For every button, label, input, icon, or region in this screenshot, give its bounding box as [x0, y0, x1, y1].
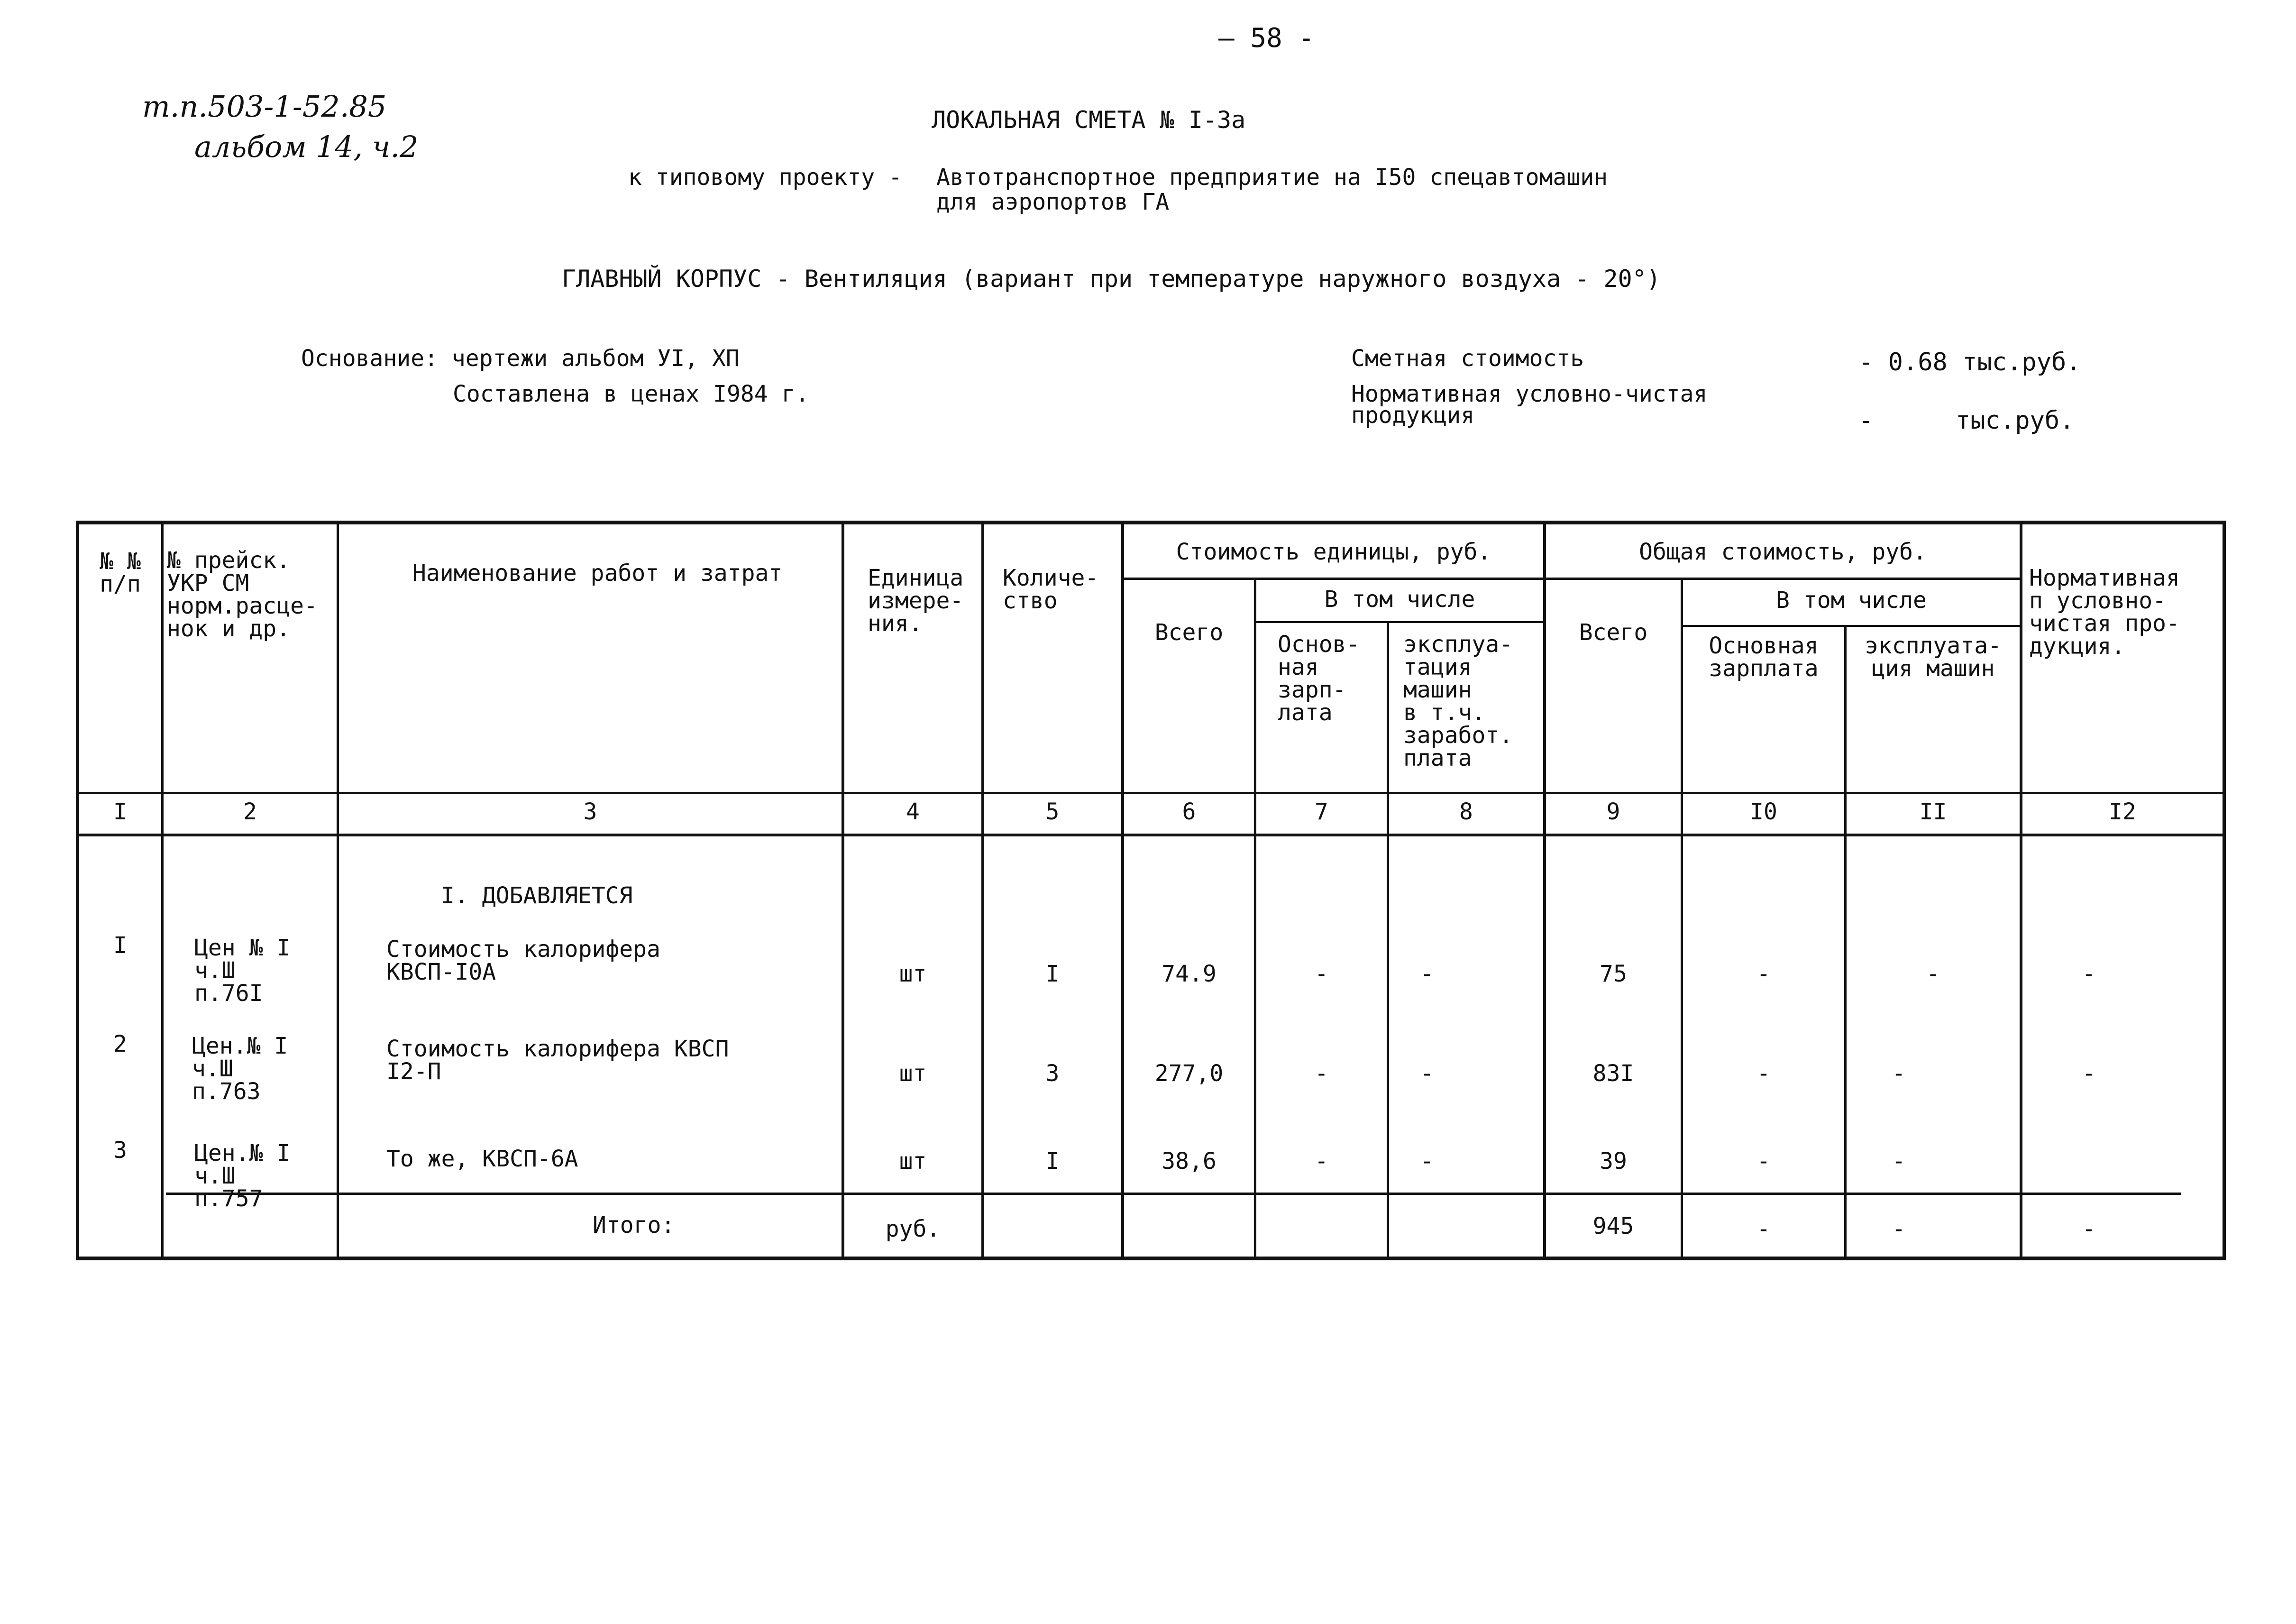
header-unit: Единица измере- ния.: [868, 565, 964, 637]
row-unit: шт: [899, 1060, 927, 1087]
col-line-12: [2223, 521, 2226, 1260]
col-line-3: [842, 521, 844, 1260]
row-num: 3: [113, 1137, 127, 1164]
header-total-cost-group: Общая стоимость, руб.: [1639, 539, 1927, 565]
col-line-0: [76, 521, 79, 1260]
total-wage: -: [1756, 1216, 1771, 1242]
colnum-9: 9: [1606, 798, 1620, 825]
row-total-wage: -: [1756, 961, 1771, 987]
handwritten-note-album: альбом 14, ч.2: [194, 129, 419, 164]
row-ref: Цен.№ I ч.Ш п.763: [192, 1033, 288, 1105]
row-unit-total: 74.9: [1162, 961, 1217, 987]
col-line-11: [2020, 521, 2022, 1260]
row-unit-total: 277,0: [1154, 1060, 1224, 1087]
page-number: — 58 -: [1218, 23, 1315, 54]
header-ref: № прейск. УКР СМ норм.расце- нок и др.: [167, 547, 318, 642]
header-unit-wage: Основ- ная зарп- лата: [1278, 631, 1360, 726]
total-mach: -: [1892, 1216, 1906, 1242]
document-title: ЛОКАЛЬНАЯ СМЕТА № I-3а: [932, 106, 1246, 134]
row-normative: -: [2082, 961, 2096, 987]
row-unit-total: 38,6: [1162, 1148, 1217, 1174]
unit-incl-subline: [1254, 621, 1545, 623]
total-cost-subheader-line: [1545, 578, 2020, 580]
row-qty: I: [1045, 1148, 1060, 1174]
header-total-wage: Основная зарплата: [1709, 633, 1819, 682]
normative-dash: -: [1858, 406, 1874, 435]
row-total: 75: [1600, 961, 1627, 987]
total-unit: руб.: [885, 1216, 941, 1242]
colnum-2: 2: [243, 798, 257, 825]
row-name: Стоимость калорифера КВСП-I0А: [386, 936, 660, 985]
row-total-mach: -: [1926, 961, 1940, 987]
normative-label-2: продукция: [1351, 402, 1475, 429]
total-row-line: [166, 1193, 2181, 1195]
project-line-1: Автотранспортное предприятие на I50 спецавтомашин: [936, 164, 1608, 191]
row-ref: Цен № I ч.Ш п.76I: [194, 935, 291, 1007]
basis-prices: Составлена в ценах I984 г.: [453, 381, 809, 407]
row-name: То же, КВСП-6А: [386, 1146, 578, 1172]
colnum-4: 4: [906, 798, 920, 825]
table-bottom-border: [76, 1257, 2226, 1260]
row-unit-mach: -: [1420, 961, 1434, 987]
header-unit-cost-group: Стоимость единицы, руб.: [1176, 539, 1491, 565]
header-num: № № п/п: [100, 548, 141, 597]
header-unit-mach: эксплуа- тация машин в т.ч. заработ. плата: [1403, 631, 1513, 771]
total-normative: -: [2082, 1216, 2096, 1242]
row-qty: 3: [1045, 1060, 1060, 1087]
row-qty: I: [1045, 961, 1060, 987]
handwritten-note-project: т.п.503-1-52.85: [142, 89, 387, 124]
colnum-12: I2: [2109, 798, 2136, 825]
colnum-5: 5: [1045, 798, 1060, 825]
header-normative: Нормативная п условно- чистая про- дукция.: [2029, 565, 2180, 660]
row-num: 2: [113, 1031, 127, 1057]
colnum-1: I: [113, 798, 127, 825]
header-unit-total: Всего: [1154, 619, 1224, 646]
row-num: I: [113, 932, 127, 959]
header-qty: Количе- ство: [1003, 565, 1099, 614]
section-title: ГЛАВНЫЙ КОРПУС - Вентиляция (вариант при температуре наружного воздуха - 20°): [562, 265, 1661, 293]
total-sum: 945: [1592, 1213, 1634, 1239]
table-top-border: [76, 521, 2226, 524]
header-bottom-line: [76, 792, 2226, 794]
colnum-bottom-line: [76, 834, 2226, 836]
section-heading: I. ДОБАВЛЯЕТСЯ: [441, 882, 633, 909]
col-line-1: [161, 521, 164, 1260]
total-label: Итого:: [593, 1212, 675, 1239]
project-prefix: к типовому проекту -: [628, 164, 902, 191]
project-line-2: для аэропортов ГА: [936, 189, 1170, 215]
row-total-wage: -: [1756, 1060, 1771, 1087]
row-total-mach: -: [1892, 1148, 1906, 1174]
row-unit-wage: -: [1315, 961, 1328, 987]
header-total-mach: эксплуата- ция машин: [1865, 633, 2002, 682]
row-name: Стоимость калорифера КВСП I2-П: [386, 1036, 729, 1085]
estimated-cost-label: Сметная стоимость: [1351, 345, 1584, 372]
colnum-3: 3: [583, 798, 597, 825]
row-unit: шт: [899, 1148, 927, 1174]
col-line-2: [337, 521, 339, 1260]
header-unit-incl: В том числе: [1324, 586, 1475, 613]
row-unit-mach: -: [1420, 1148, 1434, 1174]
estimated-cost-value: - 0.68 тыс.руб.: [1858, 348, 2081, 376]
row-total-mach: -: [1892, 1060, 1906, 1087]
row-unit-mach: -: [1420, 1060, 1434, 1087]
row-unit: шт: [899, 961, 927, 987]
colnum-8: 8: [1459, 798, 1473, 825]
colnum-7: 7: [1315, 798, 1328, 825]
basis-label: Основание: чертежи альбом УI, ХП: [301, 345, 740, 372]
colnum-10: I0: [1750, 798, 1777, 825]
row-total-wage: -: [1756, 1148, 1771, 1174]
header-total: Всего: [1579, 619, 1648, 646]
row-total: 39: [1600, 1148, 1627, 1174]
row-unit-wage: -: [1315, 1060, 1328, 1087]
colnum-6: 6: [1182, 798, 1196, 825]
col-line-4: [981, 521, 984, 1260]
header-total-incl: В том числе: [1776, 587, 1927, 614]
colnum-11: II: [1919, 798, 1947, 825]
total-incl-subline: [1681, 625, 2020, 627]
row-ref: Цен.№ I ч.Ш п.757: [194, 1140, 291, 1212]
normative-unit: тыс.руб.: [1956, 406, 2075, 435]
normative-label-1: Нормативная условно-чистая: [1351, 381, 1708, 407]
unit-cost-subheader-line: [1123, 578, 1545, 580]
row-total: 83I: [1592, 1060, 1634, 1087]
row-normative: -: [2082, 1060, 2096, 1087]
header-name: Наименование работ и затрат: [412, 560, 783, 587]
row-unit-wage: -: [1315, 1148, 1328, 1174]
